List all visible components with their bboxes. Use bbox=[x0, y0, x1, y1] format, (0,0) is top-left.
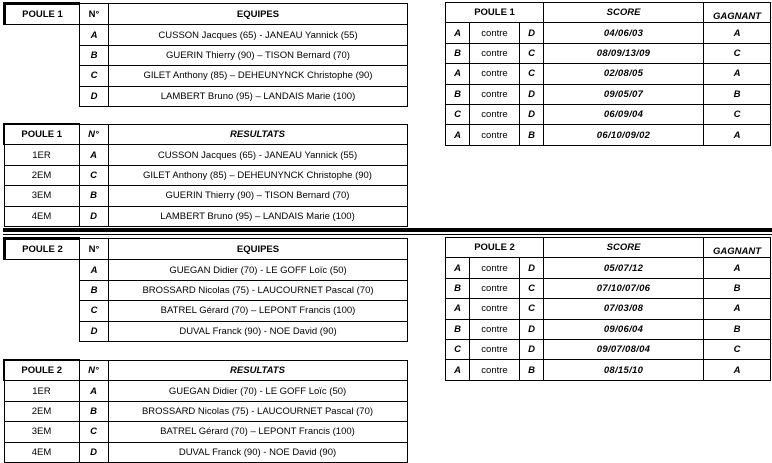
versus-label: contre bbox=[470, 43, 520, 63]
team-id: C bbox=[79, 422, 108, 442]
number-header: N° bbox=[79, 360, 108, 381]
versus-label: contre bbox=[470, 125, 520, 145]
versus-label: contre bbox=[470, 258, 520, 278]
match-winner: C bbox=[704, 339, 771, 359]
match-team1: A bbox=[446, 64, 470, 84]
team-players: GILET Anthony (85) – DEHEUNYNCK Christophe (90) bbox=[108, 165, 407, 185]
winner-header: GAGNANT bbox=[704, 3, 771, 23]
match-score: 09/06/04 bbox=[544, 319, 704, 339]
team-id: A bbox=[79, 145, 108, 165]
table-row bbox=[446, 23, 771, 43]
table-row bbox=[446, 339, 771, 359]
versus-label: contre bbox=[470, 299, 520, 319]
rank: 3EM bbox=[4, 422, 79, 442]
table-row bbox=[5, 321, 408, 341]
table-header-row bbox=[4, 360, 407, 381]
match-winner: A bbox=[704, 360, 771, 380]
poule1-results-table bbox=[3, 123, 408, 227]
empty-cell bbox=[5, 86, 80, 106]
table-row bbox=[5, 45, 408, 65]
table-row bbox=[4, 422, 407, 442]
table-row bbox=[4, 442, 407, 462]
team-players: BROSSARD Nicolas (75) - LAUCOURNET Pascal (70) bbox=[109, 280, 408, 300]
versus-label: contre bbox=[470, 339, 520, 359]
table-row bbox=[5, 301, 408, 321]
versus-label: contre bbox=[470, 360, 520, 380]
match-team2: D bbox=[520, 23, 544, 43]
match-winner: A bbox=[704, 64, 771, 84]
match-team1: A bbox=[446, 23, 470, 43]
team-players: BROSSARD Nicolas (75) - LAUCOURNET Pascal (70) bbox=[108, 401, 407, 421]
match-team1: A bbox=[446, 299, 470, 319]
table-row bbox=[446, 299, 771, 319]
match-team2: C bbox=[520, 278, 544, 298]
match-winner: C bbox=[704, 104, 771, 124]
table-row bbox=[5, 66, 408, 86]
team-id: B bbox=[80, 280, 109, 300]
team-players: DUVAL Franck (90) - NOE David (90) bbox=[108, 442, 407, 462]
team-id: B bbox=[79, 186, 108, 206]
table-row bbox=[446, 43, 771, 63]
poule2-scores-table bbox=[445, 237, 771, 381]
poule1-teams-table bbox=[3, 2, 408, 107]
empty-cell bbox=[5, 260, 80, 280]
table-row bbox=[446, 104, 771, 124]
score-header: SCORE bbox=[544, 3, 704, 23]
table-header-row bbox=[4, 124, 407, 145]
table-header-row bbox=[446, 3, 771, 23]
empty-cell bbox=[5, 301, 80, 321]
table-row bbox=[4, 186, 407, 206]
table-row bbox=[4, 145, 407, 165]
team-id: D bbox=[80, 86, 109, 106]
match-team1: C bbox=[446, 339, 470, 359]
match-team1: B bbox=[446, 84, 470, 104]
match-score: 09/05/07 bbox=[544, 84, 704, 104]
table-row bbox=[446, 258, 771, 278]
table-header-row bbox=[5, 239, 408, 260]
match-team1: B bbox=[446, 43, 470, 63]
poule2-results-table bbox=[3, 359, 408, 463]
match-score: 02/08/05 bbox=[544, 64, 704, 84]
match-score: 04/06/03 bbox=[544, 23, 704, 43]
team-players: LAMBERT Bruno (95) – LANDAIS Marie (100) bbox=[109, 86, 408, 106]
empty-cell bbox=[5, 25, 80, 45]
table-row bbox=[446, 84, 771, 104]
versus-label: contre bbox=[470, 319, 520, 339]
match-winner: B bbox=[704, 278, 771, 298]
table-header-row bbox=[446, 238, 771, 258]
team-id: C bbox=[80, 66, 109, 86]
score-header: SCORE bbox=[544, 238, 704, 258]
versus-label: contre bbox=[470, 104, 520, 124]
rank: 1ER bbox=[4, 381, 79, 401]
match-winner: B bbox=[704, 84, 771, 104]
table-row bbox=[5, 25, 408, 45]
match-score: 07/10/07/06 bbox=[544, 278, 704, 298]
team-id: C bbox=[79, 165, 108, 185]
table-header-row bbox=[5, 4, 408, 25]
match-team2: B bbox=[520, 125, 544, 145]
empty-cell bbox=[5, 66, 80, 86]
match-team1: B bbox=[446, 319, 470, 339]
number-header: N° bbox=[80, 239, 109, 260]
winner-header: GAGNANT bbox=[704, 238, 771, 258]
team-id: B bbox=[79, 401, 108, 421]
team-id: D bbox=[80, 321, 109, 341]
versus-label: contre bbox=[470, 23, 520, 43]
results-header: RESULTATS bbox=[108, 124, 407, 145]
rank: 2EM bbox=[4, 401, 79, 421]
section-divider-thin bbox=[3, 234, 772, 235]
number-header: N° bbox=[80, 4, 109, 25]
team-players: GUERIN Thierry (90) – TISON Bernard (70) bbox=[108, 186, 407, 206]
match-team2: D bbox=[520, 258, 544, 278]
table-row bbox=[446, 319, 771, 339]
table-row bbox=[4, 206, 407, 226]
poule2-teams-table bbox=[3, 237, 408, 342]
team-players: BATREL Gérard (70) – LEPONT Francis (100) bbox=[109, 301, 408, 321]
team-players: BATREL Gérard (70) – LEPONT Francis (100) bbox=[108, 422, 407, 442]
table-row bbox=[446, 360, 771, 380]
match-score: 07/03/08 bbox=[544, 299, 704, 319]
table-row bbox=[446, 278, 771, 298]
team-players: CUSSON Jacques (65) - JANEAU Yannick (55) bbox=[109, 25, 408, 45]
match-score: 08/09/13/09 bbox=[544, 43, 704, 63]
match-score: 05/07/12 bbox=[544, 258, 704, 278]
match-winner: B bbox=[704, 319, 771, 339]
match-team2: C bbox=[520, 299, 544, 319]
match-winner: A bbox=[704, 258, 771, 278]
table-row bbox=[4, 381, 407, 401]
rank: 4EM bbox=[4, 442, 79, 462]
team-players: GUERIN Thierry (90) – TISON Bernard (70) bbox=[109, 45, 408, 65]
match-team2: D bbox=[520, 319, 544, 339]
match-winner: A bbox=[704, 23, 771, 43]
versus-label: contre bbox=[470, 278, 520, 298]
team-id: A bbox=[80, 25, 109, 45]
poule-name: POULE 2 bbox=[4, 360, 79, 381]
match-team2: D bbox=[520, 339, 544, 359]
team-id: D bbox=[79, 206, 108, 226]
team-players: GUEGAN Didier (70) - LE GOFF Loïc (50) bbox=[109, 260, 408, 280]
table-row bbox=[446, 64, 771, 84]
poule1-scores-table bbox=[445, 2, 771, 146]
poule-name: POULE 2 bbox=[5, 239, 80, 260]
teams-header: EQUIPES bbox=[109, 4, 408, 25]
match-team2: B bbox=[520, 360, 544, 380]
table-row bbox=[5, 260, 408, 280]
match-score: 09/07/08/04 bbox=[544, 339, 704, 359]
table-row bbox=[5, 280, 408, 300]
rank: 2EM bbox=[4, 165, 79, 185]
empty-cell bbox=[5, 321, 80, 341]
number-header: N° bbox=[79, 124, 108, 145]
match-team2: C bbox=[520, 64, 544, 84]
team-id: A bbox=[80, 260, 109, 280]
poule-name: POULE 1 bbox=[4, 124, 79, 145]
team-id: A bbox=[79, 381, 108, 401]
table-row bbox=[4, 401, 407, 421]
versus-label: contre bbox=[470, 84, 520, 104]
team-players: LAMBERT Bruno (95) – LANDAIS Marie (100) bbox=[108, 206, 407, 226]
match-score: 08/15/10 bbox=[544, 360, 704, 380]
table-row bbox=[5, 86, 408, 106]
match-team2: C bbox=[520, 43, 544, 63]
empty-cell bbox=[5, 280, 80, 300]
table-row bbox=[446, 125, 771, 145]
match-team2: D bbox=[520, 104, 544, 124]
team-players: DUVAL Franck (90) - NOE David (90) bbox=[109, 321, 408, 341]
match-team2: D bbox=[520, 84, 544, 104]
match-winner: A bbox=[704, 299, 771, 319]
team-players: CUSSON Jacques (65) - JANEAU Yannick (55) bbox=[108, 145, 407, 165]
teams-header: EQUIPES bbox=[109, 239, 408, 260]
rank: 4EM bbox=[4, 206, 79, 226]
match-team1: C bbox=[446, 104, 470, 124]
match-team1: A bbox=[446, 125, 470, 145]
poule-name: POULE 1 bbox=[5, 4, 80, 25]
match-score: 06/09/04 bbox=[544, 104, 704, 124]
results-header: RESULTATS bbox=[108, 360, 407, 381]
match-winner: C bbox=[704, 43, 771, 63]
match-winner: A bbox=[704, 125, 771, 145]
match-team1: A bbox=[446, 360, 470, 380]
team-id: D bbox=[79, 442, 108, 462]
match-team1: B bbox=[446, 278, 470, 298]
poule-name: POULE 1 bbox=[446, 3, 544, 23]
rank: 1ER bbox=[4, 145, 79, 165]
team-players: GUEGAN Didier (70) - LE GOFF Loïc (50) bbox=[108, 381, 407, 401]
match-score: 06/10/09/02 bbox=[544, 125, 704, 145]
team-players: GILET Anthony (85) – DEHEUNYNCK Christophe (90) bbox=[109, 66, 408, 86]
section-divider bbox=[3, 228, 772, 232]
team-id: B bbox=[80, 45, 109, 65]
team-id: C bbox=[80, 301, 109, 321]
table-row bbox=[4, 165, 407, 185]
rank: 3EM bbox=[4, 186, 79, 206]
empty-cell bbox=[5, 45, 80, 65]
match-team1: A bbox=[446, 258, 470, 278]
poule-name: POULE 2 bbox=[446, 238, 544, 258]
versus-label: contre bbox=[470, 64, 520, 84]
